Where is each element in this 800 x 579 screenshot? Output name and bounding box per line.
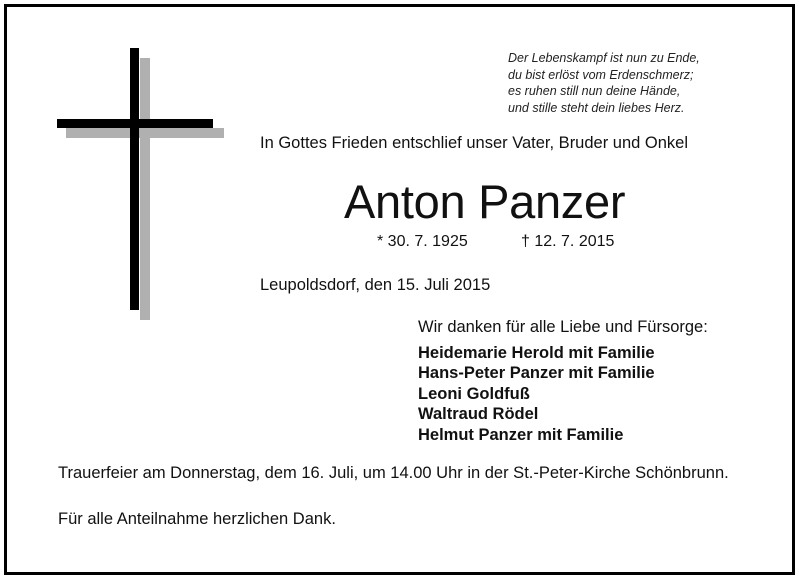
cross-beam-vertical — [130, 48, 139, 310]
place-date: Leupoldsdorf, den 15. Juli 2015 — [260, 276, 491, 294]
death-date: † 12. 7. 2015 — [521, 233, 615, 250]
signer: Heidemarie Herold mit Familie — [418, 344, 655, 362]
thanks-text: Wir danken für alle Liebe und Fürsorge: — [418, 318, 708, 336]
signer: Hans-Peter Panzer mit Familie — [418, 364, 655, 383]
poem — [508, 50, 700, 116]
poem-line: und stille steht dein liebes Herz. — [508, 100, 685, 115]
cross-shadow-vertical — [140, 58, 150, 320]
cross-shadow-horizontal — [66, 128, 224, 138]
closing-text: Für alle Anteilnahme herzlichen Dank. — [58, 510, 336, 528]
deceased-name: Anton Panzer — [344, 175, 626, 228]
signer: Leoni Goldfuß — [418, 384, 530, 403]
signer: Waltraud Rödel — [418, 405, 539, 424]
poem-line: du bist erlöst vom Erdenschmerz; — [508, 67, 694, 82]
poem-line: es ruhen still nun deine Hände, — [508, 84, 681, 98]
service-info: Trauerfeier am Donnerstag, dem 16. Juli, um 14.00 Uhr in der St.-Peter-Kirche Schönbrunn. — [58, 464, 729, 482]
intro-text: In Gottes Frieden entschlief unser Vater, Bruder und Onkel — [260, 134, 689, 152]
signer: Helmut Panzer mit Familie — [418, 425, 624, 444]
cross-beam-horizontal — [57, 119, 213, 128]
signers-list — [418, 343, 655, 445]
birth-date: * 30. 7. 1925 — [377, 233, 468, 250]
poem-line: Der Lebenskampf ist nun zu Ende, — [508, 51, 700, 65]
